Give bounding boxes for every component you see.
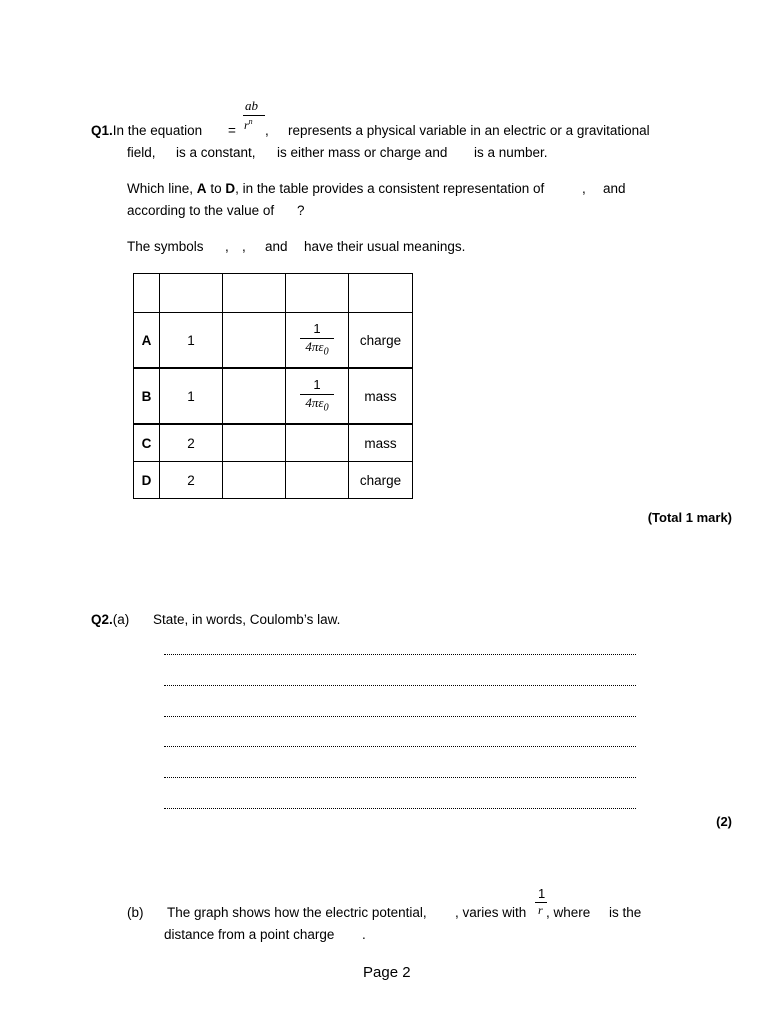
- q1-number: is a number.: [474, 145, 548, 160]
- q1-mass-or-charge: is either mass or charge and: [277, 145, 448, 160]
- equation-fraction-numerator: ab: [245, 98, 258, 113]
- row-type: charge: [349, 462, 413, 499]
- answer-line[interactable]: [164, 777, 636, 778]
- q1-label: Q1.: [91, 123, 113, 138]
- row-type: mass: [349, 368, 413, 424]
- equation-fraction-bar: [243, 115, 265, 116]
- equation-equals: =: [228, 123, 236, 138]
- part-b-is-the: is the: [609, 905, 642, 920]
- part-b-fraction-numerator: 1: [538, 886, 546, 901]
- answer-line[interactable]: [164, 654, 636, 655]
- q1-symbols-rest: have their usual meanings.: [304, 239, 466, 254]
- q1-question-mark: ?: [297, 203, 305, 218]
- part-b-where: , where: [546, 905, 591, 920]
- answer-line[interactable]: [164, 716, 636, 717]
- q2-part-a-label: (a): [112, 612, 130, 627]
- q1-which-comma: ,: [582, 181, 586, 196]
- row-blank-cell: [223, 368, 286, 424]
- q1-according: according to the value of: [127, 203, 275, 218]
- equation-fraction-denominator: $r^n$: [244, 117, 253, 132]
- table-row: [134, 462, 413, 499]
- part-b-line2-period: .: [362, 927, 366, 942]
- part-b-line2: distance from a point charge: [164, 927, 335, 942]
- table-header-cell: [349, 274, 413, 313]
- answer-line[interactable]: [164, 685, 636, 686]
- q1-line1: Q1.In the equation: [91, 123, 203, 138]
- row-type: charge: [349, 313, 413, 369]
- table-header-cell: [134, 274, 160, 313]
- equation-comma: ,: [265, 123, 269, 138]
- row-blank-cell: [286, 424, 349, 462]
- q1-total-mark: (Total 1 mark): [647, 510, 732, 525]
- answer-line[interactable]: [164, 746, 636, 747]
- row-blank-cell: [223, 462, 286, 499]
- row-n-value: 1: [160, 313, 223, 369]
- row-letter: B: [134, 368, 160, 424]
- q1-symbols-and: and: [265, 239, 288, 254]
- page-number: Page 2: [363, 964, 411, 981]
- q2-heading: [91, 612, 129, 627]
- row-blank-cell: [223, 424, 286, 462]
- q2-part-a-text: State, in words, Coulomb’s law.: [153, 612, 341, 627]
- row-n-value: 2: [160, 462, 223, 499]
- q1-which-and: and: [603, 181, 626, 196]
- row-n-value: 1: [160, 368, 223, 424]
- q2a-marks: (2): [716, 814, 732, 829]
- part-b-text-start: The graph shows how the electric potential,: [167, 905, 427, 920]
- table-row: [134, 424, 413, 462]
- part-b-fraction-denominator: r: [538, 903, 543, 917]
- row-letter: A: [134, 313, 160, 369]
- answer-line[interactable]: [164, 808, 636, 809]
- q1-constant: is a constant,: [176, 145, 256, 160]
- row-blank-cell: [286, 462, 349, 499]
- q2-label: Q2.: [91, 612, 113, 627]
- row-n-value: 2: [160, 424, 223, 462]
- table-header-cell: [223, 274, 286, 313]
- table-row: [134, 313, 413, 369]
- table-row: [134, 368, 413, 424]
- row-letter: C: [134, 424, 160, 462]
- options-table: [133, 273, 413, 499]
- q1-which-line: Which line, A to D, in the table provides a consistent representation of: [127, 181, 545, 196]
- q1-field: field,: [127, 145, 156, 160]
- row-blank-cell: [223, 313, 286, 369]
- row-type: mass: [349, 424, 413, 462]
- q1-symbols: The symbols: [127, 239, 204, 254]
- q2-part-b-label: (b): [127, 905, 144, 920]
- q1-symbols-comma1: ,: [225, 239, 229, 254]
- table-header-cell: [160, 274, 223, 313]
- row-letter: D: [134, 462, 160, 499]
- q1-line1-rest: represents a physical variable in an electric or a gravitational: [288, 123, 650, 138]
- table-header-cell: [286, 274, 349, 313]
- row-k-value: $\frac{1}{4\pi\varepsilon_0}$: [286, 313, 349, 369]
- row-k-value: $\frac{1}{4\pi\varepsilon_0}$: [286, 368, 349, 424]
- q1-symbols-comma2: ,: [242, 239, 246, 254]
- part-b-varies: , varies with: [455, 905, 527, 920]
- table-header-row: [134, 274, 413, 313]
